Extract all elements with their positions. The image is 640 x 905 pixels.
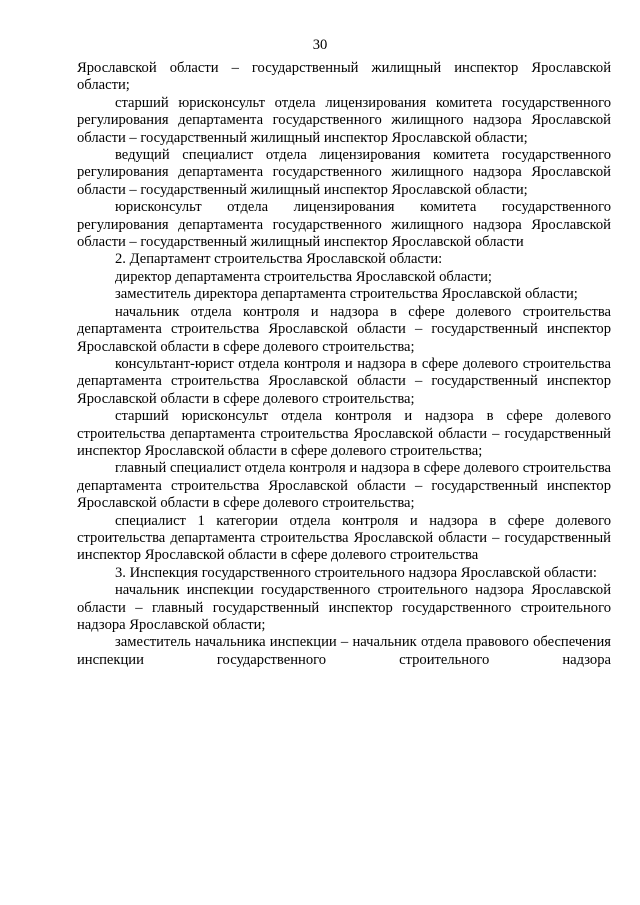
section-heading: 3. Инспекция государственного строительного надзора Ярославской области: (115, 564, 597, 581)
document-body (77, 60, 611, 669)
paragraph: начальник инспекции государственного строительного надзора Ярославской области – главный государственный инспектор государственного строительного надзора Ярославской области; (77, 582, 611, 633)
paragraph: старший юрисконсульт отдела контроля и надзора в сфере долевого строительства департамента строительства Ярославской области – государственный инспектор Ярославской области в сфере долевого строительства; (77, 408, 611, 459)
page-number: 30 (312, 37, 328, 53)
paragraph: начальник отдела контроля и надзора в сфере долевого строительства департамента строительства Ярославской области – государственный инспектор Ярославской области в сфере долевого строительства; (77, 303, 611, 355)
paragraph: специалист 1 категории отдела контроля и надзора в сфере долевого строительства департамента строительства Ярославской области – государственный инспектор Ярославской области в сфере долевого строительства (77, 512, 611, 564)
paragraph: заместитель директора департамента строительства Ярославской области; (115, 286, 578, 303)
paragraph: директор департамента строительства Ярославской области; (115, 268, 492, 285)
section-heading: 2. Департамент строительства Ярославской области: (115, 251, 443, 268)
paragraph: заместитель начальника инспекции – начальник отдела правового обеспечения инспекции государственного строительного надзора (77, 634, 611, 668)
paragraph: ведущий специалист отдела лицензирования комитета государственного регулирования департамента государственного жилищного надзора Ярославской области – государственный жилищный инспектор Ярославской области; (77, 147, 611, 198)
paragraph: главный специалист отдела контроля и надзора в сфере долевого строительства департамента строительства Ярославской области – государственный инспектор Ярославской области в сфере долевого строительства; (77, 460, 611, 512)
paragraph: старший юрисконсульт отдела лицензирования комитета государственного регулирования департамента государственного жилищного надзора Ярославской области – государственный жилищный инспектор Ярославской области; (77, 94, 611, 146)
paragraph: Ярославской области – государственный жилищный инспектор Ярославской области; (77, 60, 611, 94)
paragraph: юрисконсульт отдела лицензирования комитета государственного регулирования департамента государственного жилищного надзора Ярославской области – государственный жилищный инспектор Ярославской области (77, 199, 611, 251)
paragraph: консультант-юрист отдела контроля и надзора в сфере долевого строительства департамента строительства Ярославской области – государственный инспектор Ярославской области в сфере долевого строительства; (77, 355, 611, 407)
